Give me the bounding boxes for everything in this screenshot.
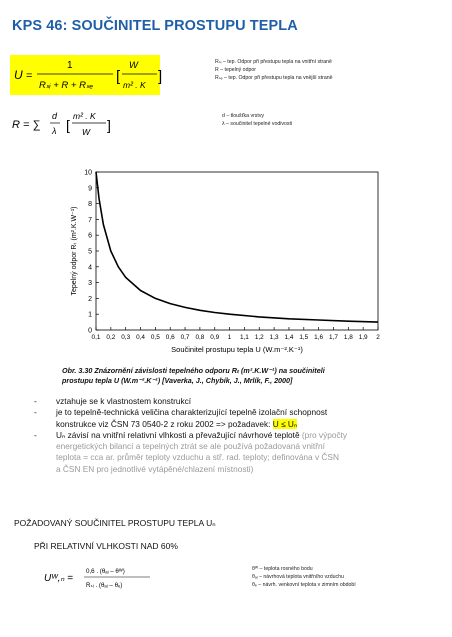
bullet-list — [34, 396, 444, 475]
x-tick-label: 1 — [227, 334, 232, 341]
section-heading: POŽADOVANÝ SOUČINITEL PROSTUPU TEPLA Uₙ — [14, 518, 216, 528]
x-tick-label: 1,8 — [343, 334, 353, 341]
bullet-1-text: vztahuje se k vlastnostem konstrukcí — [56, 396, 192, 406]
bullet-item: - Uₙ závisí na vnitřní relativní vlhkosti a převažující návrhové teplotě (pro výpočty energetických bilancí a tepelných ztrát se ale používá požadovaná vnitřní teplota = cca ar. průměr teploty vzduchu a stř. rad. teploty; definována v ČSN a ČSN EN pro jednotlivé vytápěné/chlazení místnosti) — [34, 429, 348, 474]
x-tick-label: 0,7 — [180, 334, 190, 341]
y-axis-label: Tepelný odpor Rₜ (m².K.W⁻¹) — [71, 206, 78, 296]
x-tick-label: 0,9 — [210, 334, 220, 341]
x-tick-label: 1,6 — [314, 334, 324, 341]
formula-u-denominator: Rₛᵢ + R + Rₛₑ — [39, 80, 94, 91]
y-tick-label: 7 — [88, 216, 92, 224]
bullet-3-line-1b: (pro výpočty — [301, 429, 348, 440]
formula-u — [10, 55, 170, 95]
y-tick-label: 10 — [84, 169, 92, 177]
formula-r — [10, 108, 140, 144]
y-tick-label: 4 — [88, 264, 92, 272]
x-tick-label: 1,4 — [284, 334, 294, 341]
x-tick-label: 1,7 — [329, 334, 338, 341]
plot-frame — [96, 172, 378, 330]
x-tick-label: 2 — [376, 334, 380, 341]
formula-u-unit-num: W — [129, 60, 138, 71]
svg-text:[: [ — [66, 117, 70, 133]
y-tick-label: 9 — [88, 185, 92, 193]
formula-u-unit-den: m² . K — [123, 80, 146, 90]
x-tick-label: 0,6 — [165, 334, 175, 341]
formula-r-legend — [222, 112, 292, 128]
legend-lambda: λ – součinitel tepelné vodivosti — [222, 121, 293, 127]
x-tick-label: 0,4 — [136, 334, 145, 341]
page-title: KPS 46: SOUČINITEL PROSTUPU TEPLA — [12, 18, 298, 34]
x-tick-label: 1,9 — [358, 334, 368, 341]
y-tick-label: 8 — [88, 201, 92, 209]
x-tick-label: 0,5 — [150, 334, 160, 341]
bullet-3-line-3: teplota = cca ar. průměr teploty vzduchu a stř. rad. teploty; definována v ČSN — [56, 452, 339, 463]
legend-theta-e: θₑ – návrh. venkovní teplota v zimním období — [252, 582, 356, 588]
svg-text:=: = — [26, 70, 33, 82]
x-tick-label: 1,1 — [239, 334, 249, 341]
bullet-3-line-1a: Uₙ závisí na vnitřní relativní vlhkosti a převažující návrhové teplotě — [56, 429, 302, 440]
bullet-3-line-2: energetických bilancí a tepelných ztrát se ale používá požadovaná vnitřní — [56, 441, 325, 452]
formula-uwn-numerator: 0,6 . (θₐᵢ – θᵂ) — [86, 568, 125, 575]
bullet-item: - je to tepelně-technická veličina charakterizující tepelně izolační schopnost konstrukce viz ČSN 73 0540-2 z roku 2002 => požadavek: U ≤ Uₙ — [34, 407, 328, 429]
legend-theta-ai: θₐᵢ – návrhová teplota vnitřního vzduchu — [252, 574, 344, 580]
caption-line-1: Obr. 3.30 Znázornění závislosti tepelného odporu Rₜ (m².K.W⁻¹) na součiniteli — [62, 366, 325, 375]
y-tick-label: 2 — [88, 295, 92, 303]
y-tick-label: 1 — [88, 311, 92, 319]
caption-line-2: prostupu tepla U (W.m⁻².K⁻¹) [Vaverka, J., Chybík, J., Mrlík, F., 2000] — [62, 376, 293, 385]
bullet-2-line-1: je to tepelně-technická veličina charakterizující tepelně izolační schopnost — [56, 407, 328, 418]
formula-uwn-legend — [252, 565, 356, 589]
requirement-highlight: U ≤ Uₙ — [272, 418, 298, 429]
bullet-2-line-2: konstrukce viz ČSN 73 0540-2 z roku 2002 => požadavek: — [56, 418, 273, 429]
section-subheading: PŘI RELATIVNÍ VLHKOSTI NAD 60% — [34, 541, 178, 551]
formula-r-unit-num: m² . K — [73, 111, 96, 121]
x-tick-label: 0,8 — [195, 334, 205, 341]
series-line — [96, 172, 378, 322]
formula-r-den: λ — [52, 126, 57, 136]
bullet-item: - vztahuje se k vlastnostem konstrukcí — [34, 396, 192, 406]
formula-u-lhs: U — [14, 68, 23, 82]
y-tick-label: 0 — [88, 327, 92, 335]
formula-uwn — [44, 562, 214, 594]
svg-text:[: [ — [116, 68, 121, 85]
legend-rsi: Rₛᵢ – tep. Odpor při přestupu tepla na vnitřní straně — [215, 59, 332, 65]
legend-rse: Rₛₑ – tep. Odpor při přestupu tepla na vnější straně — [215, 75, 333, 81]
formula-r-num: d — [52, 111, 58, 121]
y-tick-label: 3 — [88, 280, 92, 288]
x-tick-label: 1,3 — [269, 334, 279, 341]
formula-u-numerator: 1 — [67, 60, 73, 71]
bullet-3-line-4: a ČSN EN pro jednotlivé vytápěné/chlazení místnosti) — [56, 463, 254, 474]
legend-r: R – tepelný odpor — [215, 67, 256, 73]
formula-u-legend — [215, 58, 332, 82]
legend-d: d – tloušťka vrstvy — [222, 113, 265, 119]
x-tick-label: 0,2 — [106, 334, 116, 341]
x-tick-label: 1,2 — [254, 334, 264, 341]
formula-uwn-lhs: Uᵂ,ₙ = — [44, 573, 74, 584]
formula-uwn-denominator: Rₛᵢ . (θₐᵢ – θₑ) — [86, 582, 123, 589]
resistance-vs-u-chart — [56, 160, 386, 360]
svg-text:]: ] — [158, 68, 163, 85]
x-axis-label: Součinitel prostupu tepla U (W.m⁻².K⁻¹) — [171, 345, 303, 354]
y-tick-label: 6 — [88, 232, 92, 240]
svg-text:]: ] — [107, 117, 111, 133]
legend-theta-w: θᵂ – teplota rosného bodu — [252, 566, 313, 572]
x-tick-label: 0,1 — [91, 334, 101, 341]
formula-r-unit-den: W — [82, 127, 91, 137]
formula-r-lhs: R = ∑ — [12, 119, 41, 131]
y-tick-label: 5 — [88, 248, 92, 256]
x-tick-label: 1,5 — [299, 334, 309, 341]
figure-caption — [62, 366, 402, 386]
x-tick-label: 0,3 — [121, 334, 131, 341]
